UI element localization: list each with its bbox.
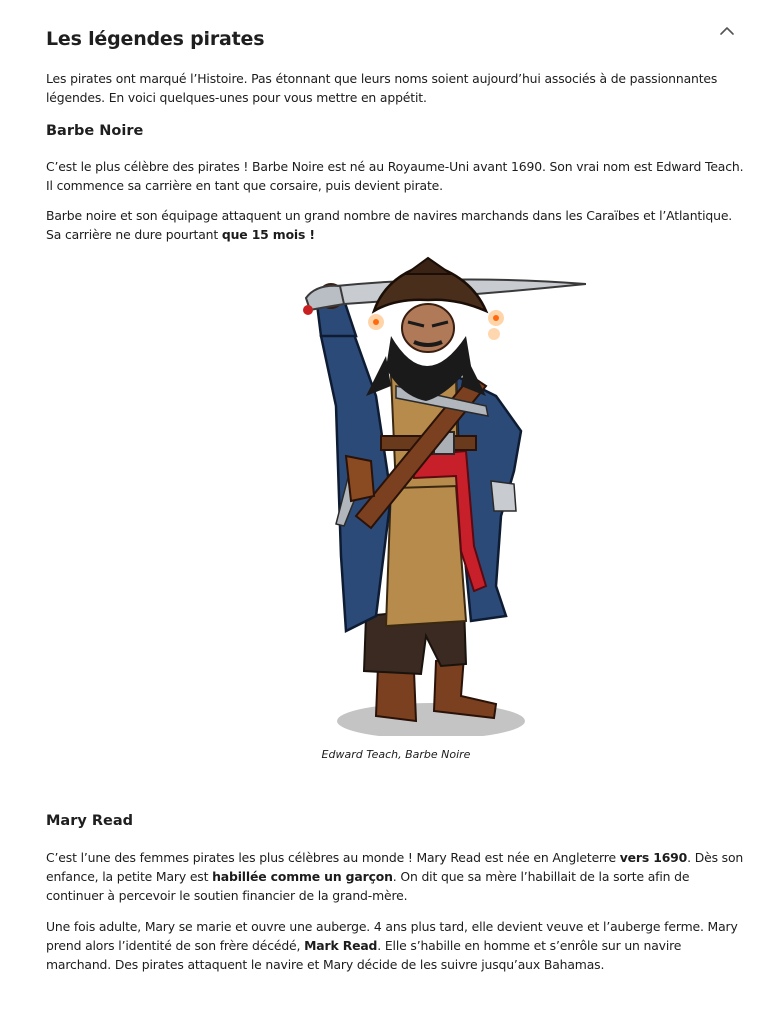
- collapse-button[interactable]: [714, 18, 740, 44]
- section-heading-barbe-noire: Barbe Noire: [46, 123, 144, 139]
- blackbeard-image: [296, 256, 586, 736]
- page-title: Les légendes pirates: [46, 28, 265, 50]
- image-caption: Edward Teach, Barbe Noire: [321, 748, 471, 761]
- pirate-illustration: [296, 256, 586, 736]
- intro-paragraph: Les pirates ont marqué l’Histoire. Pas étonnant que leurs noms soient aujourd’hui associés à de passionnantes légendes. En voici quelques-unes pour vous mettre en appétit.: [46, 71, 718, 105]
- mary-read-paragraph-1: C’est l’une des femmes pirates les plus célèbres au monde ! Mary Read est née en Angleterre vers 1690. Dès son enfance, la petite Mary est habillée comme un garçon. On dit que sa mère l’habillait de la sorte afin de continuer à percevoir le soutien financier de la grand-mère.: [46, 850, 744, 903]
- barbe-noire-paragraph-1: C’est le plus célèbre des pirates ! Barbe Noire est né au Royaume-Uni avant 1690. Son vrai nom est Edward Teach. Il commence sa carrière en tant que corsaire, puis devient pirate.: [46, 159, 744, 193]
- barbe-noire-paragraph-2: Barbe noire et son équipage attaquent un grand nombre de navires marchands dans les Caraïbes et l’Atlantique. Sa carrière ne dure pourtant que 15 mois !: [46, 208, 733, 242]
- chevron-up-icon: [719, 26, 735, 36]
- section-heading-mary-read: Mary Read: [46, 813, 134, 829]
- mary-read-paragraph-2: Une fois adulte, Mary se marie et ouvre une auberge. 4 ans plus tard, elle devient veuve et l’auberge ferme. Mary prend alors l’identité de son frère décédé, Mark Read. Elle s’habille en homme et s’enrôle sur un navire marchand. Des pirates attaquent le navire et Mary décide de les suivre jusqu’aux Bahamas.: [46, 919, 738, 972]
